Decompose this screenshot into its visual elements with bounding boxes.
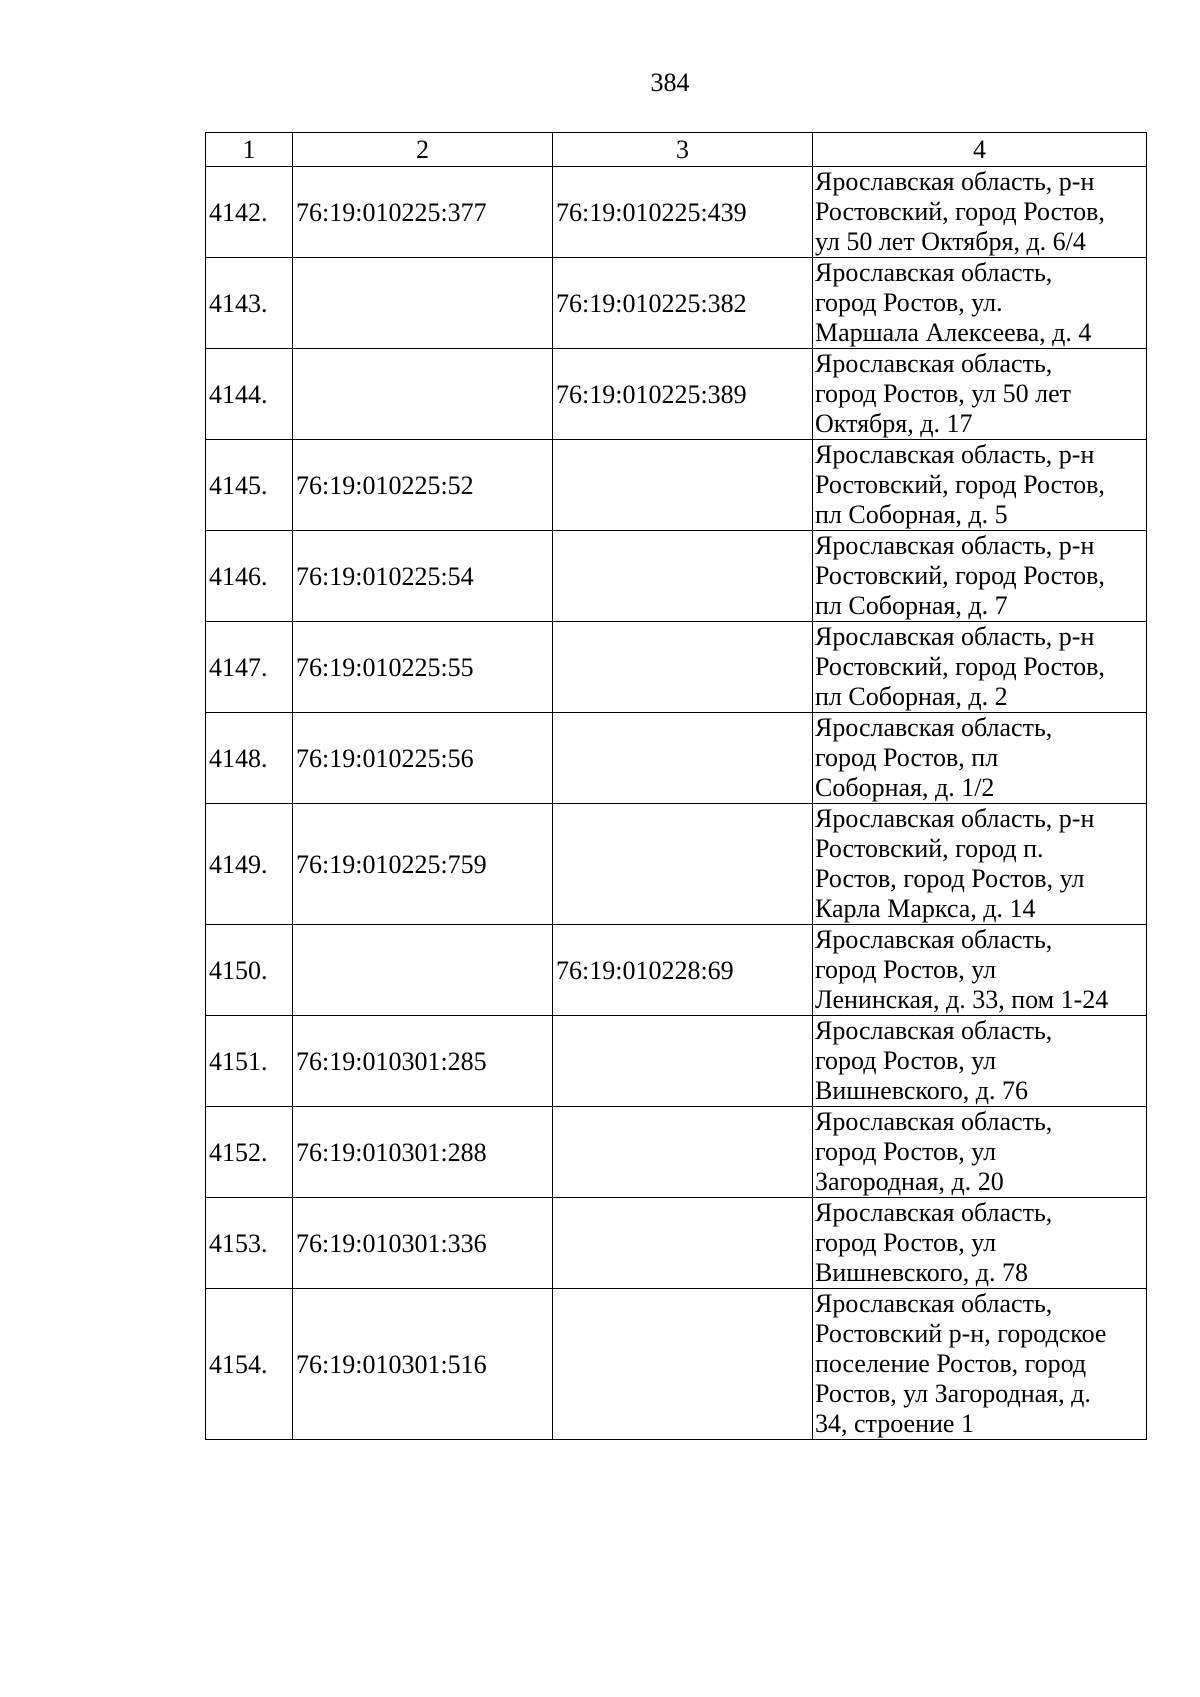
related-cadastral-number-cell [553,804,813,925]
row-number-cell: 4153. [206,1198,293,1289]
related-cadastral-number-cell: 76:19:010228:69 [553,925,813,1016]
address-line: Ярославская область, р-н [815,167,1095,196]
row-number-cell: 4146. [206,531,293,622]
address-line: Вишневского, д. 78 [815,1258,1028,1287]
table-row [206,1016,1147,1107]
row-number-cell: 4147. [206,622,293,713]
column-header-4: 4 [813,133,1147,167]
address-line: пл Соборная, д. 7 [815,591,1008,620]
address-line: город Ростов, ул [815,1137,997,1166]
address-line: Ярославская область, [815,713,1053,742]
row-number-cell: 4142. [206,167,293,258]
row-number-cell: 4148. [206,713,293,804]
row-number-cell: 4145. [206,440,293,531]
address-line: Октября, д. 17 [815,409,973,438]
column-header-1: 1 [206,133,293,167]
address-line: Карла Маркса, д. 14 [815,894,1036,923]
table-row [206,925,1147,1016]
address-cell [813,804,1147,925]
cadastral-number-cell: 76:19:010225:55 [293,622,553,713]
row-number-cell: 4154. [206,1289,293,1440]
table-row [206,622,1147,713]
table-row [206,531,1147,622]
related-cadastral-number-cell [553,1289,813,1440]
table-row [206,349,1147,440]
table-header-row [206,133,1147,167]
address-line: Маршала Алексеева, д. 4 [815,318,1092,347]
address-line: город Ростов, ул 50 лет [815,379,1072,408]
address-line: Ярославская область, р-н [815,804,1095,833]
cadastral-number-cell: 76:19:010225:759 [293,804,553,925]
table-row [206,1289,1147,1440]
address-line: Ростовский, город Ростов, [815,197,1105,226]
address-line: Ростовский, город Ростов, [815,561,1105,590]
address-line: Ярославская область, [815,258,1053,287]
related-cadastral-number-cell [553,1107,813,1198]
column-header-3: 3 [553,133,813,167]
cadastral-number-cell: 76:19:010301:285 [293,1016,553,1107]
address-line: Ростовский, город Ростов, [815,470,1105,499]
related-cadastral-number-cell [553,531,813,622]
column-header-2: 2 [293,133,553,167]
address-line: ул 50 лет Октября, д. 6/4 [815,227,1086,256]
address-cell [813,1107,1147,1198]
cadastral-number-cell [293,925,553,1016]
address-line: Ярославская область, [815,1107,1053,1136]
related-cadastral-number-cell [553,1198,813,1289]
address-line: город Ростов, ул [815,955,997,984]
address-line: Ростов, город Ростов, ул [815,864,1085,893]
related-cadastral-number-cell [553,622,813,713]
related-cadastral-number-cell [553,713,813,804]
address-line: Ярославская область, [815,1289,1053,1318]
registry-table [205,132,1147,1440]
cadastral-number-cell [293,349,553,440]
cadastral-number-cell: 76:19:010225:52 [293,440,553,531]
address-cell [813,349,1147,440]
table-row [206,1198,1147,1289]
table-body [206,167,1147,1440]
address-line: поселение Ростов, город [815,1349,1087,1378]
address-line: Ярославская область, [815,1016,1053,1045]
table-row [206,440,1147,531]
address-line: Ростовский, город п. [815,834,1044,863]
address-line: Вишневского, д. 76 [815,1076,1028,1105]
related-cadastral-number-cell: 76:19:010225:382 [553,258,813,349]
table-row [206,804,1147,925]
address-cell [813,713,1147,804]
address-line: Ярославская область, р-н [815,622,1095,651]
address-cell [813,1289,1147,1440]
row-number-cell: 4151. [206,1016,293,1107]
address-line: 34, строение 1 [815,1409,974,1438]
related-cadastral-number-cell: 76:19:010225:389 [553,349,813,440]
table-row [206,258,1147,349]
address-line: Ярославская область, [815,349,1053,378]
cadastral-number-cell: 76:19:010301:288 [293,1107,553,1198]
table-row [206,167,1147,258]
row-number-cell: 4144. [206,349,293,440]
address-line: город Ростов, пл [815,743,999,772]
row-number-cell: 4149. [206,804,293,925]
page-number: 384 [650,68,690,97]
address-line: город Ростов, ул [815,1046,997,1075]
cadastral-number-cell: 76:19:010225:54 [293,531,553,622]
address-line: Ростовский р-н, городское [815,1319,1107,1348]
row-number-cell: 4150. [206,925,293,1016]
cadastral-number-cell: 76:19:010225:56 [293,713,553,804]
address-line: город Ростов, ул. [815,288,1003,317]
address-line: город Ростов, ул [815,1228,997,1257]
row-number-cell: 4143. [206,258,293,349]
table-row [206,1107,1147,1198]
address-cell [813,1016,1147,1107]
row-number-cell: 4152. [206,1107,293,1198]
address-line: Ярославская область, [815,925,1053,954]
cadastral-number-cell [293,258,553,349]
address-line: Ростов, ул Загородная, д. [815,1379,1091,1408]
address-line: Ростовский, город Ростов, [815,652,1105,681]
address-line: Ленинская, д. 33, пом 1-24 [815,985,1109,1014]
address-cell [813,925,1147,1016]
address-line: Соборная, д. 1/2 [815,773,995,802]
address-cell [813,258,1147,349]
address-line: пл Соборная, д. 2 [815,682,1008,711]
address-cell [813,622,1147,713]
address-cell [813,167,1147,258]
related-cadastral-number-cell [553,1016,813,1107]
address-line: Ярославская область, р-н [815,531,1095,560]
cadastral-number-cell: 76:19:010225:377 [293,167,553,258]
address-cell [813,440,1147,531]
address-line: Ярославская область, р-н [815,440,1095,469]
address-line: пл Соборная, д. 5 [815,500,1008,529]
address-line: Ярославская область, [815,1198,1053,1227]
related-cadastral-number-cell: 76:19:010225:439 [553,167,813,258]
address-cell [813,531,1147,622]
address-cell [813,1198,1147,1289]
address-line: Загородная, д. 20 [815,1167,1004,1196]
cadastral-number-cell: 76:19:010301:336 [293,1198,553,1289]
related-cadastral-number-cell [553,440,813,531]
cadastral-number-cell: 76:19:010301:516 [293,1289,553,1440]
table-row [206,713,1147,804]
